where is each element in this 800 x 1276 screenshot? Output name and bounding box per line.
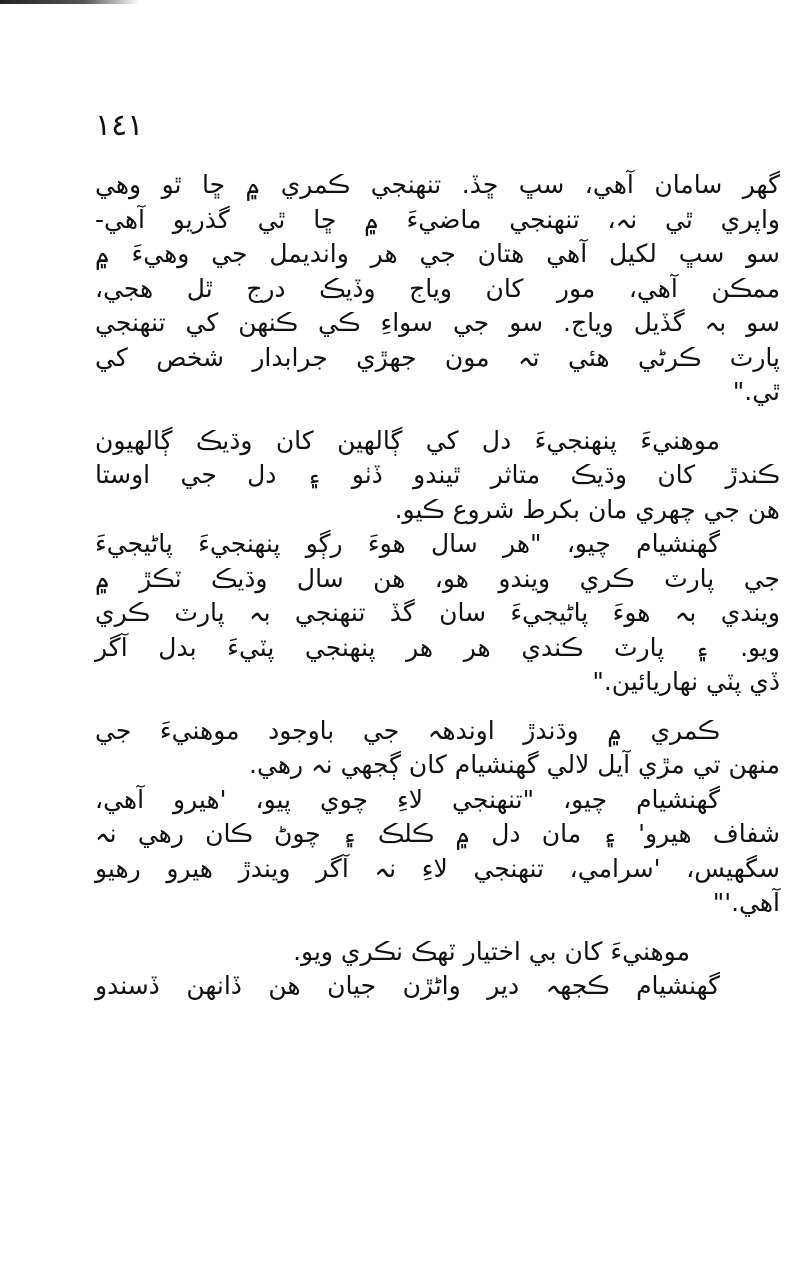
paragraph-4 (95, 714, 780, 783)
paragraph-gap (95, 410, 780, 424)
text-line: ڏي پٽي نهاريائين." (592, 667, 780, 696)
text-line: گهنشيام چيو، "هر سال هوءَ رڳو پنهنجيءَ پاڻيجيءَ (95, 529, 720, 558)
page-number: ١٤١ (95, 108, 144, 143)
text-line: موهنيءَ پنهنجيءَ دل کي ڳالهين کان وڌيڪ ڳالهيون (95, 425, 720, 455)
text-line: ممڪن آهي، مور کان وياج وڏيڪ درج ٿل هجي، (95, 273, 780, 303)
text-line: سگهيس، 'سرامي، تنهنجي لاءِ نہ آگر ويندڙ هيرو رهيو (95, 853, 780, 883)
text-line: منهن تي مڙي آيل لالي گهنشيام کان ڳجهي نہ رهي. (249, 750, 780, 779)
text-line: ڪندڙ کان وڌيڪ متاثر ٿيندو ڏٺو ۽ دل جي اوستا (95, 460, 780, 489)
text-line: موهنيءَ کان بي اختيار ٽهڪ نڪري ويو. (293, 936, 690, 966)
text-line: سو بہ گڏيل وياج. سو جي سواءِ ڪي ڪنهن کي تنهنجي (95, 308, 780, 337)
text-line: سو سڀ لکيل آهي هتان جي هر وانديمل جي وهيءَ ۾ (95, 239, 780, 268)
paragraph-5 (95, 783, 780, 921)
text-line: گهر سامان آهي، سڀ ڇڏ. تنهنجي ڪمري ۾ ڇا ٿو وهي (95, 170, 780, 199)
scan-top-edge (0, 0, 140, 4)
paragraph-gap (95, 700, 780, 714)
text-line: گهنشيام ڪجهہ دير واڻڙن جيان هن ڏانهن ڏسندو (95, 971, 720, 1000)
paragraph-6 (95, 935, 780, 970)
paragraph-gap (95, 921, 780, 935)
text-line: ويو. ۽ پارٽ ڪندي هر هر پنهنجي پٽيءَ بدل آگر (95, 632, 780, 662)
text-line: ڪمري ۾ وڌندڙ اوندهہ جي باوجود موهنيءَ جي (95, 715, 720, 745)
text-line: ٿي." (732, 377, 780, 406)
page-body-text (95, 168, 780, 1004)
text-line: پارٽ ڪرڻي هئي تہ مون جهڙي جرابدار شخص کي (95, 342, 780, 372)
paragraph-1 (95, 168, 780, 410)
paragraph-7 (95, 969, 780, 1004)
paragraph-2 (95, 424, 780, 528)
text-line: شفاف هيرو' ۽ مان دل ۾ ڪلڪ ۽ چوڻ ڪان رهي نہ (95, 819, 780, 848)
text-line: ويندي بہ هوءَ پاڻيجيءَ سان گڏ تنهنجي بہ پارٽ ڪري (95, 598, 780, 627)
text-line: واپري ٿي نہ، تنهنجي ماضيءَ ۾ ڇا ٿي گذريو آهي- (95, 204, 780, 234)
text-line: جي پارٽ ڪري ويندو هو، هن سال وڌيڪ ٽڪڙ ۾ (95, 563, 780, 593)
text-line: هن جي چهري مان بکرط شروع ڪيو. (394, 494, 780, 524)
text-line: گهنشيام چيو، "تنهنجي لاءِ چوي پيو، 'هيرو آهي، (95, 784, 720, 814)
paragraph-3 (95, 527, 780, 700)
text-line: آهي.'" (712, 888, 780, 917)
